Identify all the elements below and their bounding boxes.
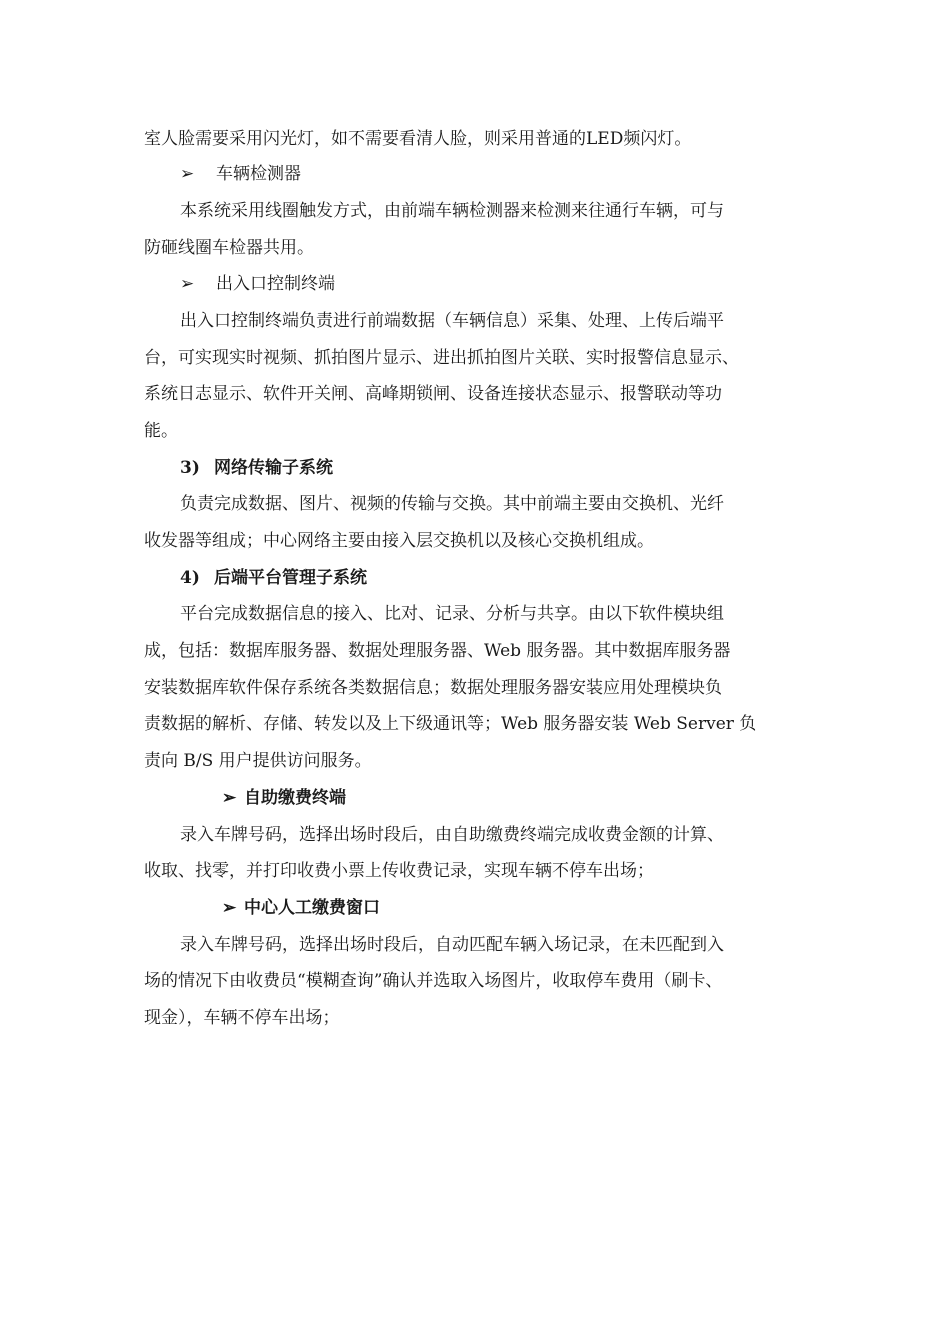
paragraph-line: 收取、找零，并打印收费小票上传收费记录，实现车辆不停车出场； [144, 861, 654, 881]
paragraph-line: 收发器等组成；中心网络主要由接入层交换机以及核心交换机组成。 [144, 531, 654, 551]
heading-number: 3) [180, 458, 200, 478]
paragraph-line: 责向 B/S 用户提供访问服务。 [144, 751, 372, 771]
paragraph-line: 防砸线圈车检器共用。 [144, 238, 314, 258]
paragraph-line: 成，包括：数据库服务器、数据处理服务器、Web 服务器。其中数据库服务器 [144, 641, 731, 661]
section-heading-network [180, 456, 333, 480]
arrow-bullet-icon: ➢ [180, 274, 195, 294]
paragraph-line: 责数据的解析、存储、转发以及上下级通讯等；Web 服务器安装 Web Server 负 [144, 714, 757, 734]
bullet-label: 车辆检测器 [216, 164, 301, 184]
paragraph-line: 录入车牌号码，选择出场时段后，自动匹配车辆入场记录，在未匹配到入 [180, 935, 724, 955]
paragraph-line: 能。 [144, 421, 178, 441]
paragraph-line: 台，可实现实时视频、抓拍图片显示、进出抓拍图片关联、实时报警信息显示、 [144, 348, 739, 368]
paragraph-line: 负责完成数据、图片、视频的传输与交换。其中前端主要由交换机、光纤 [180, 494, 724, 514]
bullet-label: 中心人工缴费窗口 [244, 898, 380, 918]
bullet-vehicle-detector [180, 162, 301, 186]
bullet-manual-payment [222, 896, 380, 920]
paragraph-line: 安装数据库软件保存系统各类数据信息；数据处理服务器安装应用处理模块负 [144, 678, 722, 698]
paragraph-line: 室人脸需要采用闪光灯，如不需要看清人脸，则采用普通的LED频闪灯。 [144, 129, 692, 149]
bullet-entrance-terminal [180, 272, 335, 296]
paragraph-line: 本系统采用线圈触发方式，由前端车辆检测器来检测来往通行车辆，可与 [180, 201, 724, 221]
arrow-bullet-icon: ➢ [222, 898, 237, 918]
heading-number: 4) [180, 568, 200, 588]
paragraph-line: 出入口控制终端负责进行前端数据（车辆信息）采集、处理、上传后端平 [180, 311, 724, 331]
paragraph-line: 录入车牌号码，选择出场时段后，由自助缴费终端完成收费金额的计算、 [180, 825, 724, 845]
bullet-label: 自助缴费终端 [244, 788, 346, 808]
arrow-bullet-icon: ➢ [222, 788, 237, 808]
paragraph-line: 系统日志显示、软件开关闸、高峰期锁闸、设备连接状态显示、报警联动等功 [144, 384, 722, 404]
paragraph-line: 场的情况下由收费员“模糊查询”确认并选取入场图片，收取停车费用（刷卡、 [144, 971, 723, 991]
section-heading-platform [180, 566, 367, 590]
arrow-bullet-icon: ➢ [180, 164, 195, 184]
paragraph-line: 现金），车辆不停车出场； [144, 1008, 340, 1028]
heading-title: 后端平台管理子系统 [214, 568, 367, 588]
bullet-label: 出入口控制终端 [216, 274, 335, 294]
bullet-self-payment [222, 786, 346, 810]
paragraph-line: 平台完成数据信息的接入、比对、记录、分析与共享。由以下软件模块组 [180, 604, 724, 624]
heading-title: 网络传输子系统 [214, 458, 333, 478]
